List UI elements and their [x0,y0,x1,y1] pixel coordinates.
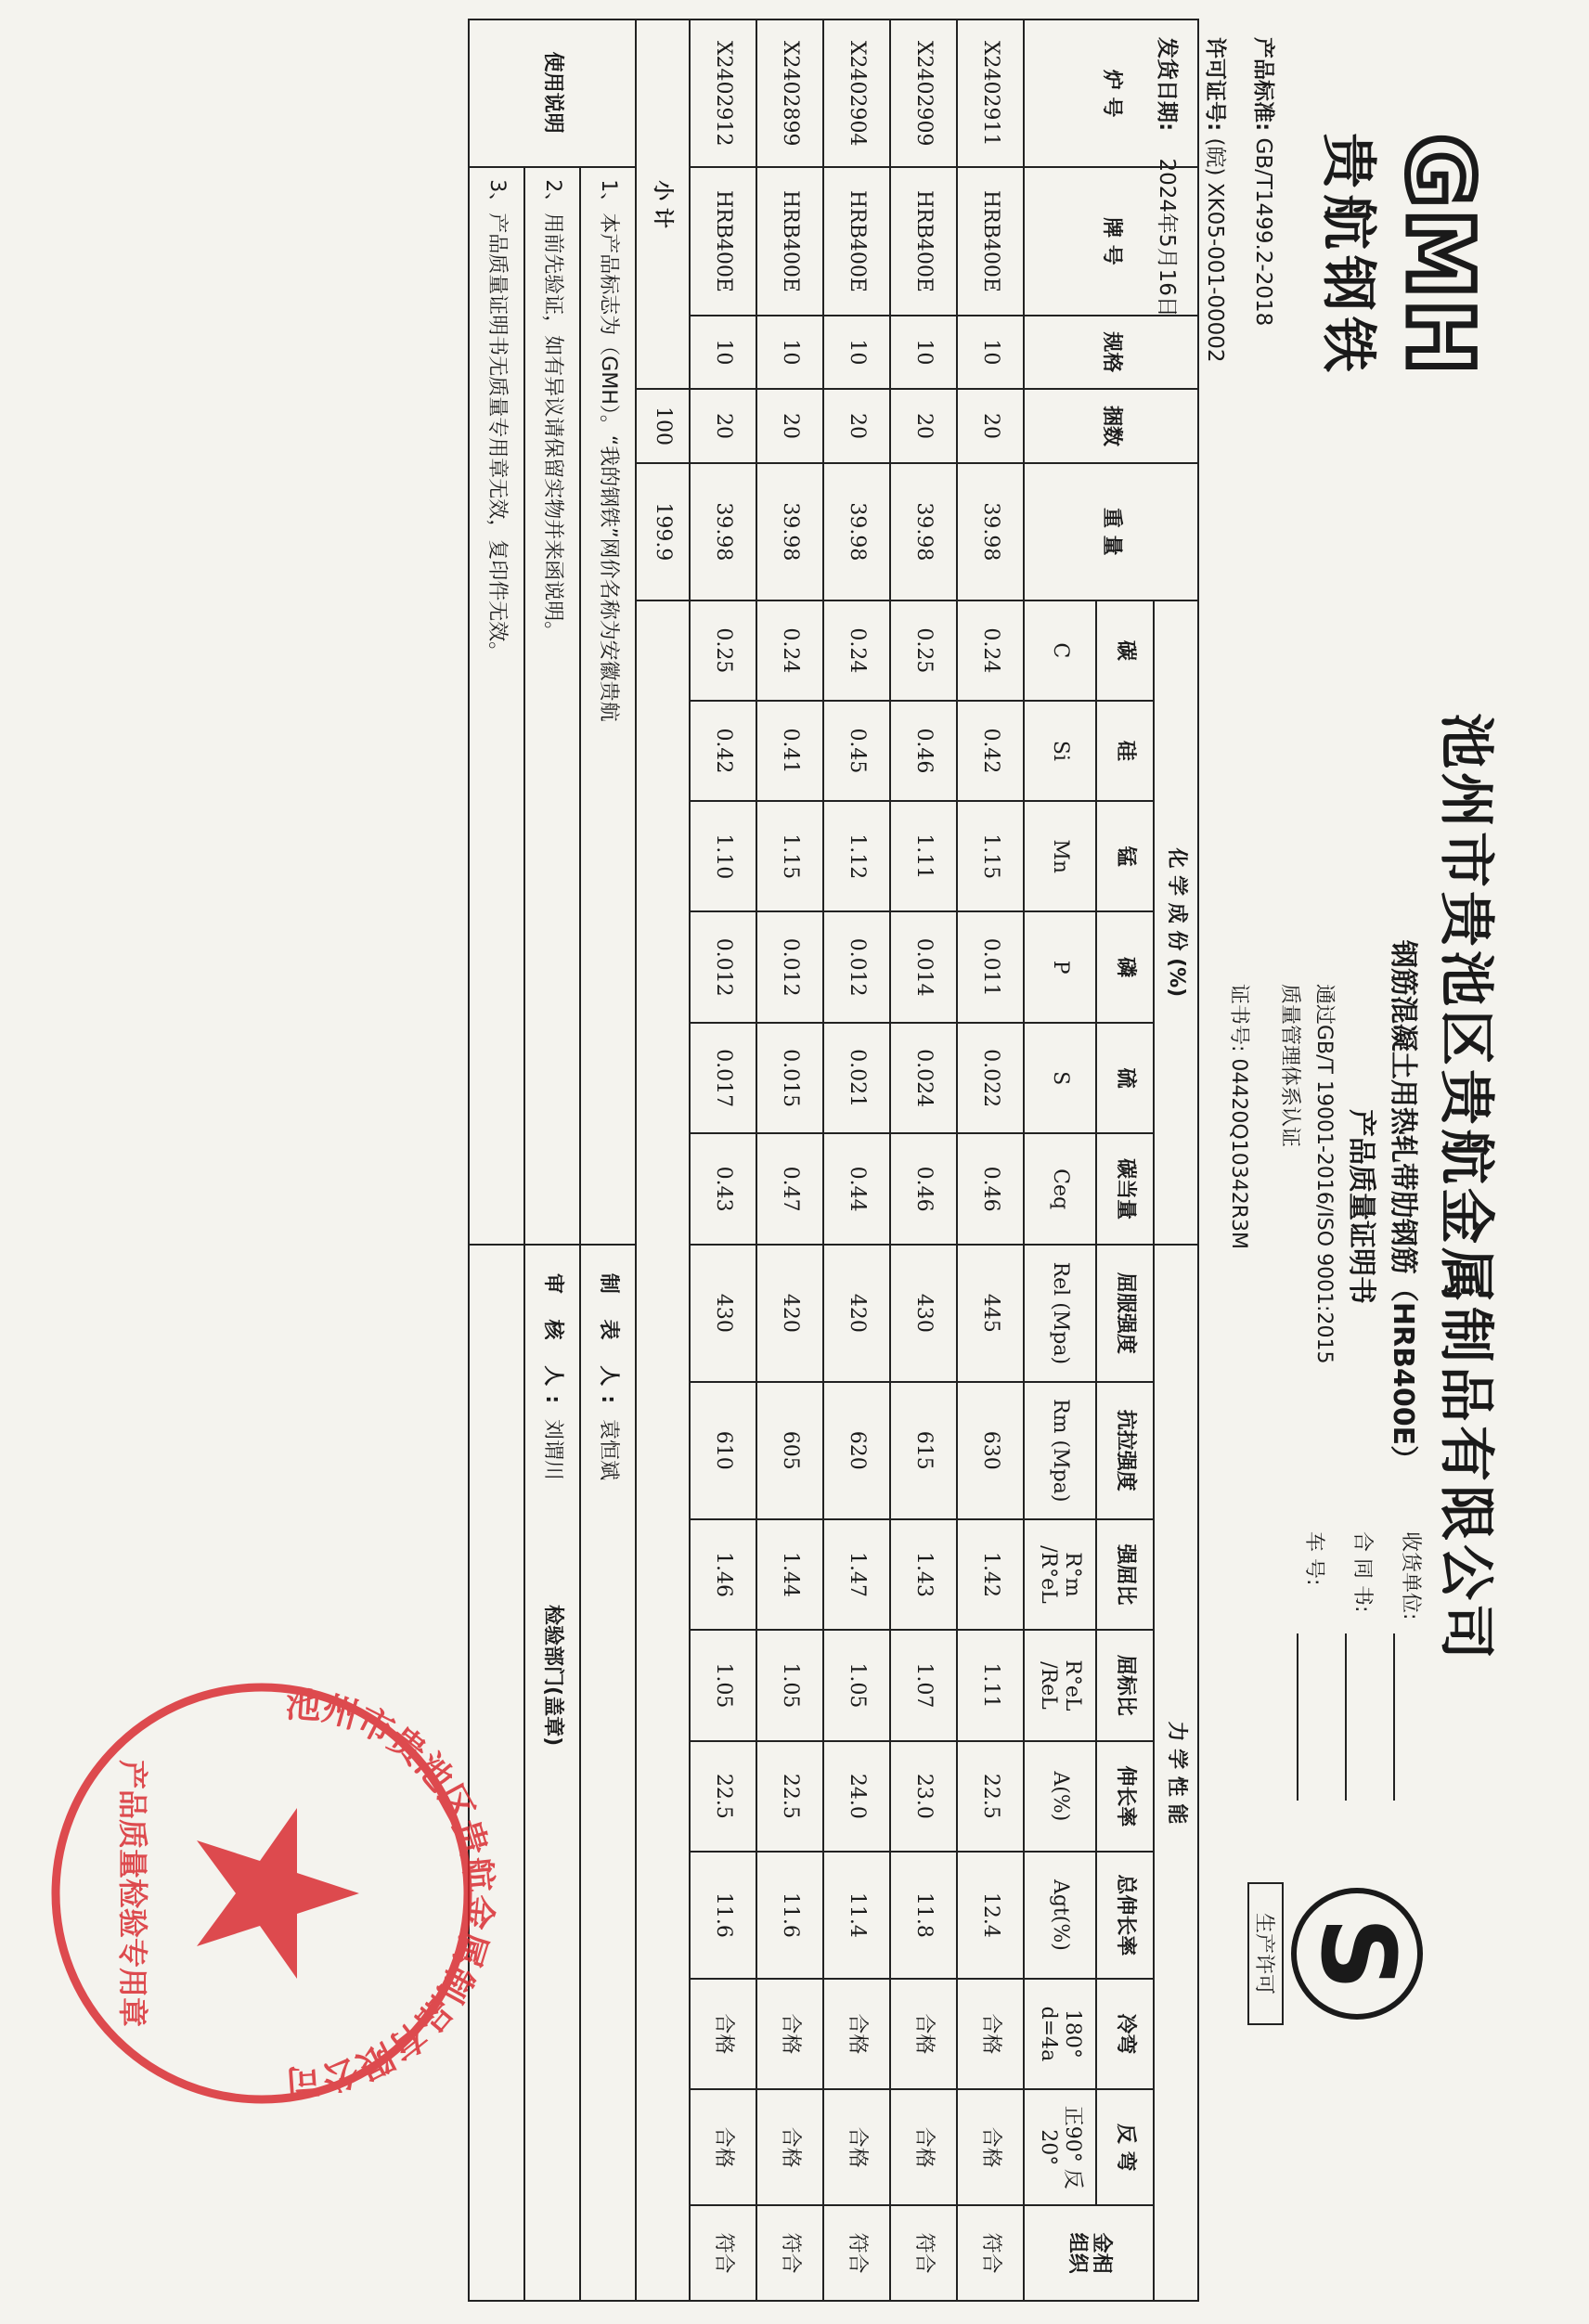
table-cell: 12.4 [957,1852,1024,1979]
table-cell: HRB400E [756,167,823,315]
table-cell: 39.98 [957,463,1024,600]
contract-line: 合 同 书: [1330,1531,1378,1810]
recipient-block [1282,1531,1427,1810]
iso-certification: 通过GB/T 19001-2016/ISO 9001:2015 [1312,984,1336,1364]
mech-unit: A(%) [1024,1741,1096,1852]
table-cell: 0.25 [690,600,756,701]
note-1: 1、本产品标志为（GMH）。“我的钢铁”网价名称为安徽贵航 [580,167,636,1245]
table-cell: 合格 [823,1979,890,2089]
mech-col-header: 屈服强度 [1096,1245,1154,1382]
table-cell: 1.15 [957,801,1024,911]
product-subtitle: 钢筋混凝土用热轧带肋钢筋（HRB400E） [1387,939,1419,1474]
table-cell: 0.42 [957,701,1024,801]
table-cell: 39.98 [890,463,957,600]
table-cell: 20 [756,389,823,463]
table-cell: 0.015 [756,1023,823,1133]
chem-col-header: 磷 [1096,911,1154,1022]
data-rows [690,19,1024,2301]
table-cell: 1.11 [957,1630,1024,1740]
subtotal-bundles: 100 [636,389,690,463]
stamp-sub-text: 产品质量检验专用章 [115,1759,150,2028]
subtotal-row [636,19,690,2301]
table-cell: 610 [690,1382,756,1519]
table-cell: 1.05 [690,1630,756,1740]
chem-symbol: Ceq [1024,1133,1096,1244]
heat-no-header: 炉 号 [1024,19,1198,167]
license-line: 许可证号: (皖) XK05-001-00002 [1203,37,1227,363]
table-cell: 0.012 [823,911,890,1022]
table-cell: 20 [823,389,890,463]
stamp-ring-text: 池州市贵池区贵航金属制品有限公司 [284,1684,500,2103]
table-cell: 430 [690,1245,756,1382]
weight-header: 重 量 [1024,463,1198,600]
table-cell: 0.021 [823,1023,890,1133]
table-cell: 1.11 [890,801,957,911]
table-cell: HRB400E [890,167,957,315]
table-row [756,19,823,2301]
table-cell: 10 [756,316,823,390]
chem-symbol: Mn [1024,801,1096,911]
table-cell: 0.46 [890,701,957,801]
note-2: 2、用前先验证，如有异议请保留实物并来函说明。 [524,167,580,1245]
chem-col-header: 硫 [1096,1023,1154,1133]
ship-date-line: 发货日期: 2024年5月16日 [1155,37,1179,317]
mech-unit: Agt(%) [1024,1852,1096,1979]
table-cell: 20 [690,389,756,463]
chem-col-header: 硅 [1096,701,1154,801]
table-cell: 0.24 [957,600,1024,701]
mech-col-header: 总伸长率 [1096,1852,1154,1979]
mech-unit: Rm (Mpa) [1024,1382,1096,1519]
logo-name: 贵航钢铁 [1315,133,1380,378]
mech-col-header: 金相 组织 [1024,2205,1154,2301]
mech-unit: 180° d=4a [1024,1979,1096,2089]
table-cell: HRB400E [823,167,890,315]
table-cell: 1.42 [957,1519,1024,1630]
mech-col-header: 抗拉强度 [1096,1382,1154,1519]
table-cell: 615 [890,1382,957,1519]
reviewer-cell [524,1245,580,2301]
chem-symbol: S [1024,1023,1096,1133]
certificate-number: 证书号: 04420Q10342R3M [1227,984,1250,1249]
mech-unit: Rel (Mpa) [1024,1245,1096,1382]
table-cell: 合格 [756,2089,823,2205]
table-cell: X2402912 [690,19,756,167]
maker-name: 袁恒斌 [597,1419,620,1481]
header-row-group [1154,19,1198,2301]
chem-col-header: 锰 [1096,801,1154,911]
reviewer-label: 审 核 人: [541,1272,564,1413]
maker-label: 制 表 人: [597,1272,620,1413]
table-cell: 0.017 [690,1023,756,1133]
table-cell: 1.12 [823,801,890,911]
note-3: 3、产品质量证明书无质量专用章无效，复印件无效。 [469,167,524,1245]
table-cell: 1.10 [690,801,756,911]
table-cell: HRB400E [690,167,756,315]
table-cell: 符合 [890,2205,957,2301]
table-cell: X2402909 [890,19,957,167]
chem-symbol: Si [1024,701,1096,801]
subtotal-weight: 199.9 [636,463,690,600]
table-row [823,19,890,2301]
table-cell: 0.42 [690,701,756,801]
note-3-blank [469,1245,524,2301]
company-logo [1301,102,1492,408]
table-cell: HRB400E [957,167,1024,315]
table-cell: 22.5 [690,1741,756,1852]
table-cell: 11.4 [823,1852,890,1979]
table-cell: 0.44 [823,1133,890,1244]
chem-symbol: C [1024,600,1096,701]
red-stamp-icon [30,1652,512,2135]
table-cell: 445 [957,1245,1024,1382]
table-cell: 430 [890,1245,957,1382]
table-cell: 0.41 [756,701,823,801]
usage-label: 使用说明 [469,19,636,167]
subtotal-label: 小 计 [636,19,690,389]
table-cell: 符合 [823,2205,890,2301]
svg-text:GMH: GMH [1388,134,1492,377]
document-title: 产品质量证明书 [1345,1109,1377,1304]
inspector-label: 检验部门(盖章) [541,1605,564,1747]
grade-header: 牌 号 [1024,167,1198,315]
table-cell: 10 [957,316,1024,390]
table-cell: 1.07 [890,1630,957,1740]
maker-cell [580,1245,636,2301]
chem-col-header: 碳当量 [1096,1133,1154,1244]
chem-symbol: P [1024,911,1096,1022]
table-cell: 0.014 [890,911,957,1022]
table-cell: 1.44 [756,1519,823,1630]
quality-table [468,19,1199,2302]
table-cell: 符合 [957,2205,1024,2301]
table-cell: 10 [823,316,890,390]
table-cell: 20 [957,389,1024,463]
svg-text:S: S [1298,1917,1417,1991]
table-cell: 合格 [823,2089,890,2205]
gmh-logo-mark [1388,102,1492,408]
license-badge-text: 生产许可 [1247,1882,1284,2025]
table-cell: 1.46 [690,1519,756,1630]
mech-col-header: 冷弯 [1096,1979,1154,2089]
table-cell: 合格 [957,2089,1024,2205]
table-cell: 39.98 [756,463,823,600]
production-license-badge [1222,1847,1427,2060]
table-cell: 11.8 [890,1852,957,1979]
mech-unit: R°eL /ReL [1024,1630,1096,1740]
table-cell: 1.47 [823,1519,890,1630]
table-cell: 0.45 [823,701,890,801]
company-name: 池州市贵池区贵航金属制品有限公司 [1433,713,1498,1663]
reviewer-name: 刘谓川 [541,1419,564,1481]
mech-col-header: 伸长率 [1096,1741,1154,1852]
table-row [890,19,957,2301]
table-cell: 11.6 [756,1852,823,1979]
table-cell: 620 [823,1382,890,1519]
spec-header: 规格 [1024,316,1198,390]
table-cell: 22.5 [756,1741,823,1852]
table-cell: 630 [957,1382,1024,1519]
table-cell: 合格 [756,1979,823,2089]
table-cell: X2402904 [823,19,890,167]
table-cell: 合格 [890,1979,957,2089]
table-cell: 合格 [890,2089,957,2205]
table-cell: 605 [756,1382,823,1519]
mech-unit: R°m /R°eL [1024,1519,1096,1630]
quality-inspection-stamp [30,1652,512,2135]
table-cell: 0.46 [957,1133,1024,1244]
table-cell: 0.46 [890,1133,957,1244]
recipient-line: 收货单位: [1378,1531,1427,1810]
standard-line: 产品标准: GB/T1499.2-2018 [1251,37,1275,327]
table-cell: 10 [890,316,957,390]
table-cell: 合格 [957,1979,1024,2089]
mech-col-header: 屈标比 [1096,1630,1154,1740]
table-cell: 符合 [690,2205,756,2301]
chem-col-header: 碳 [1096,600,1154,701]
note-row-3 [469,19,524,2301]
car-number-line: 车 号: [1282,1531,1330,1810]
table-cell: X2402911 [957,19,1024,167]
table-cell: 0.012 [756,911,823,1022]
subtotal-blank [636,600,690,2301]
mech-col-header: 反 弯 [1096,2089,1154,2205]
table-cell: 1.43 [890,1519,957,1630]
table-cell: 420 [756,1245,823,1382]
table-cell: 10 [690,316,756,390]
table-cell: 1.05 [823,1630,890,1740]
table-cell: 24.0 [823,1741,890,1852]
table-cell: 0.25 [890,600,957,701]
table-cell: 39.98 [690,463,756,600]
table-cell: 0.43 [690,1133,756,1244]
table-cell: 0.24 [823,600,890,701]
table-cell: 20 [890,389,957,463]
table-cell: 0.24 [756,600,823,701]
table-cell: 合格 [690,1979,756,2089]
table-cell: 0.022 [957,1023,1024,1133]
table-cell: 符合 [756,2205,823,2301]
table-cell: 0.024 [890,1023,957,1133]
mech-col-header: 强屈比 [1096,1519,1154,1630]
bundles-header: 捆数 [1024,389,1198,463]
table-cell: 合格 [690,2089,756,2205]
table-cell: 1.15 [756,801,823,911]
note-row-2 [524,19,580,2301]
table-cell: 23.0 [890,1741,957,1852]
table-cell: 0.011 [957,911,1024,1022]
mech-unit: 正90° 反20° [1024,2089,1096,2205]
table-row [690,19,756,2301]
note-row-1 [580,19,636,2301]
qs-license-icon [1287,1884,1427,2023]
table-cell: X2402899 [756,19,823,167]
table-cell: 11.6 [690,1852,756,1979]
table-cell: 420 [823,1245,890,1382]
table-row [957,19,1024,2301]
table-cell: 0.47 [756,1133,823,1244]
qms-certification: 质量管理体系认证 [1278,984,1301,1148]
table-cell: 1.05 [756,1630,823,1740]
table-cell: 39.98 [823,463,890,600]
table-cell: 22.5 [957,1741,1024,1852]
mechanical-group-header: 力 学 性 能 [1154,1245,1198,2301]
chemical-group-header: 化 学 成 份 (%) [1154,600,1198,1245]
table-cell: 0.012 [690,911,756,1022]
